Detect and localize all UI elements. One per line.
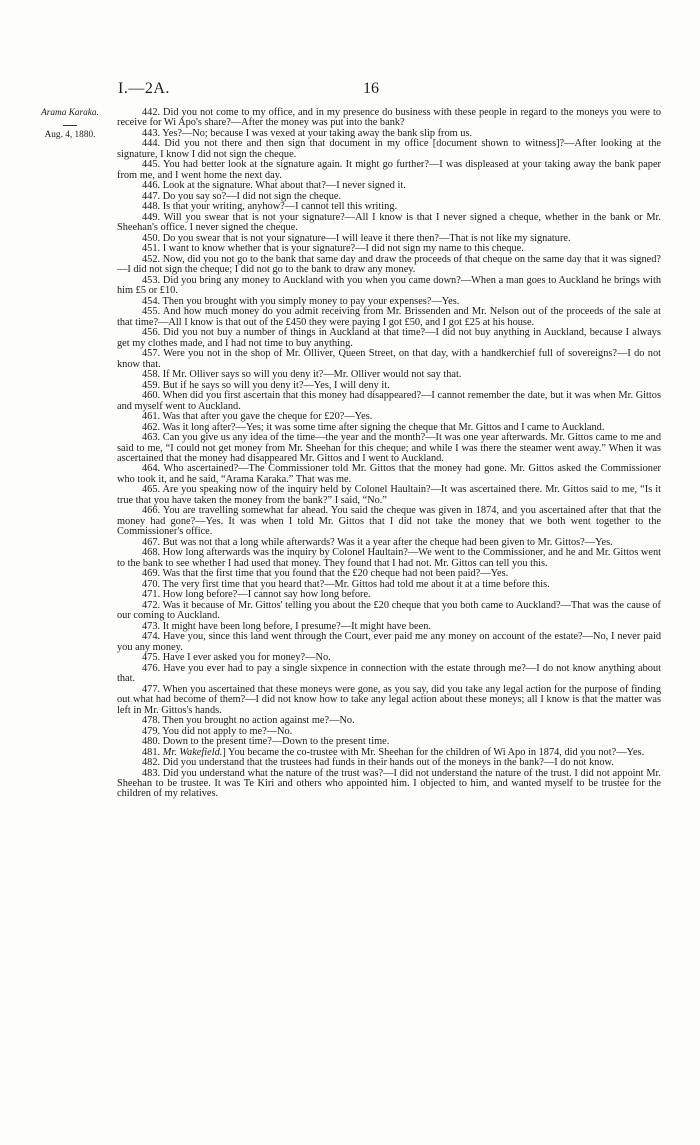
hearing-date: Aug. 4, 1880. xyxy=(44,129,96,140)
question-paragraph: 466. You are travelling somewhat far ahead. You said the cheque was given in 1874, and you ascertained after that that the money had gone?—Yes. It was when I told Mr. Gittos that I did not take the money that we both went together to the Commissioner's office. xyxy=(117,505,661,538)
page-number: 16 xyxy=(363,80,379,97)
question-paragraph: 445. You had better look at the signature again. It might go further?—I was displeased at your taking away the bank paper from me, and I went home the next day. xyxy=(117,159,661,181)
question-paragraph: 483. Did you understand what the nature of the trust was?—I did not understand the nature of the trust. I did not appoint Mr. Sheehan to be trustee. It was Te Kiri and others who appointed him. I objected to him, and wanted myself to be trustee for the children of my relatives. xyxy=(117,767,661,800)
question-paragraph: 444. Did you not there and then sign that document in my office [document shown to witness]?—After looking at the signature, I know I did not sign the cheque. xyxy=(117,138,661,160)
question-paragraph: 461. Was that after you gave the cheque for £20?—Yes. xyxy=(142,411,373,423)
question-paragraph: 448. Is that your writing, anyhow?—I cannot tell this writing. xyxy=(142,201,398,213)
witness-name: Arama Karaka. xyxy=(41,108,99,118)
document-id: I.—2A. xyxy=(118,80,170,97)
question-paragraph: 450. Do you swear that is not your signature—I will leave it there then?—That is not like my signature. xyxy=(142,232,571,244)
question-paragraph: 476. Have you ever had to pay a single sixpence in connection with the estate through me?—I do not know anything about that. xyxy=(117,662,661,685)
question-paragraph: 478. Then you brought no action against me?—No. xyxy=(142,715,355,727)
question-paragraph: 477. When you ascertained that these moneys were gone, as you say, did you take any legal action for the purpose of finding out what had become of them?—I did not know how to take any legal action about these moneys; all I know is that the matter was left in Mr. Gittos's hands. xyxy=(117,683,661,716)
question-paragraph: 457. Were you not in the shop of Mr. Olliver, Queen Street, on that day, with a handkerchief full of sovereigns?—I do not know that. xyxy=(117,348,661,370)
question-paragraph: 446. Look at the signature. What about that?—I never signed it. xyxy=(142,180,406,192)
question-paragraph: 473. It might have been long before, I presume?—It might have been. xyxy=(142,620,431,632)
question-text: ] You became the co-trustee with Mr. Sheehan for the children of Wi Apo in 1874, did you not?—Yes. xyxy=(222,746,645,758)
margin-note xyxy=(30,108,110,141)
question-paragraph: 449. Will you swear that is not your signature?—All I know is that I never signed a cheque, whether in the bank or Mr. Sheehan's office. I never signed the cheque. xyxy=(117,211,661,234)
question-paragraph: 456. Did you not buy a number of things in Auckland at that time?—I did not buy anything in Auckland, because I always get my clothes made, and I had not time to buy anything. xyxy=(117,327,661,349)
question-paragraph: 442. Did you not come to my office, and in my presence do business with these people in regard to the moneys you were to receive for Wi Apo's share?—After the money was put into the bank? xyxy=(117,107,661,129)
question-paragraph: 475. Have I ever asked you for money?—No. xyxy=(142,652,331,664)
question-paragraph: 454. Then you brought with you simply money to pay your expenses?—Yes. xyxy=(142,295,460,307)
question-paragraph: 453. Did you bring any money to Auckland with you when you came down?—When a man goes to Auckland he brings with him £5 or £10. xyxy=(117,274,661,297)
question-paragraph: 471. How long before?—I cannot say how long before. xyxy=(142,589,371,601)
question-paragraph: 462. Was it long after?—Yes; it was some time after signing the cheque that Mr. Gittos and I came to Auckland. xyxy=(142,421,605,433)
question-paragraph: 482. Did you understand that the trustees had funds in their hands out of the moneys in the bank?—I do not know. xyxy=(142,757,614,769)
testimony-body xyxy=(117,108,661,800)
question-paragraph: 451. I want to know whether that is your signature?—I did not sign my name to this cheque. xyxy=(142,243,524,255)
question-paragraph: 463. Can you give us any idea of the time—the year and the month?—It was one year afterwards. Mr. Gittos came to me and said to me, “I could not get money from Mr. Sheehan for this cheque; and while I was there the steamer went away.” When it was ascertained that the money had disappeared Mr. Gittos and I went to Auckland. xyxy=(117,432,661,464)
margin-rule xyxy=(63,125,77,126)
question-paragraph: 474. Have you, since this land went through the Court, ever paid me any money on account of the estate?—No, I never paid you any money. xyxy=(117,631,661,653)
question-paragraph: 470. The very first time that you heard that?—Mr. Gittos had told me about it at a time before this. xyxy=(142,578,550,590)
question-paragraph: 479. You did not apply to me?—No. xyxy=(142,725,293,737)
question-paragraph: 468. How long afterwards was the inquiry by Colonel Haultain?—We went to the Commissioner, and he and Mr. Gittos went to the bank to see whether I had used that money. They found that I had not. Mr. Gittos can tell you this. xyxy=(117,547,661,569)
question-paragraph: 467. But was not that a long while afterwards? Was it a year after the cheque had been given to Mr. Gittos?—Yes. xyxy=(142,536,613,548)
speaker-name: Mr. Wakefield. xyxy=(162,746,223,758)
question-paragraph: 464. Who ascertained?—The Commissioner told Mr. Gittos that the money had gone. Mr. Gittos asked the Commissioner who took it, and he said, “Arama Karaka.” That was me. xyxy=(117,463,661,485)
question-paragraph: 469. Was that the first time that you found that the £20 cheque had not been paid?—Yes. xyxy=(142,568,509,580)
question-paragraph: 460. When did you first ascertain that this money had disappeared?—I cannot remember the date, but it was when Mr. Gittos and myself went to Auckland. xyxy=(117,390,661,412)
question-paragraph: 480. Down to the present time?—Down to the present time. xyxy=(142,736,390,748)
question-paragraph: 447. Do you say so?—I did not sign the cheque. xyxy=(142,190,342,202)
question-paragraph: 465. Are you speaking now of the inquiry held by Colonel Haultain?—It was ascertained there. Mr. Gittos said to me, “Is it true that you have taken the money from the bank?” I said, “No.” xyxy=(117,484,661,506)
question-paragraph: 472. Was it because of Mr. Gittos' telling you about the £20 cheque that you both came to Auckland?—That was the cause of our coming to Auckland. xyxy=(117,599,661,622)
question-paragraph: 455. And how much money do you admit receiving from Mr. Brissenden and Mr. Nelson out of the proceeds of the sale at that time?—All I know is that out of the £450 they were paying I got £50, and I got £25 at his house. xyxy=(117,306,661,328)
question-paragraph: 458. If Mr. Olliver says so will you deny it?—Mr. Olliver would not say that. xyxy=(142,369,462,381)
page-header xyxy=(0,80,700,100)
question-number: 481. xyxy=(142,746,161,758)
question-paragraph: 452. Now, did you not go to the bank that same day and draw the proceeds of that cheque on the same day that it was signed?—I did not sign the cheque; I did not go to the bank to draw any money. xyxy=(117,253,661,276)
question-paragraph: 443. Yes?—No; because I was vexed at your taking away the bank slip from us. xyxy=(142,127,473,139)
question-paragraph: 459. But if he says so will you deny it?—Yes, I will deny it. xyxy=(142,379,390,391)
